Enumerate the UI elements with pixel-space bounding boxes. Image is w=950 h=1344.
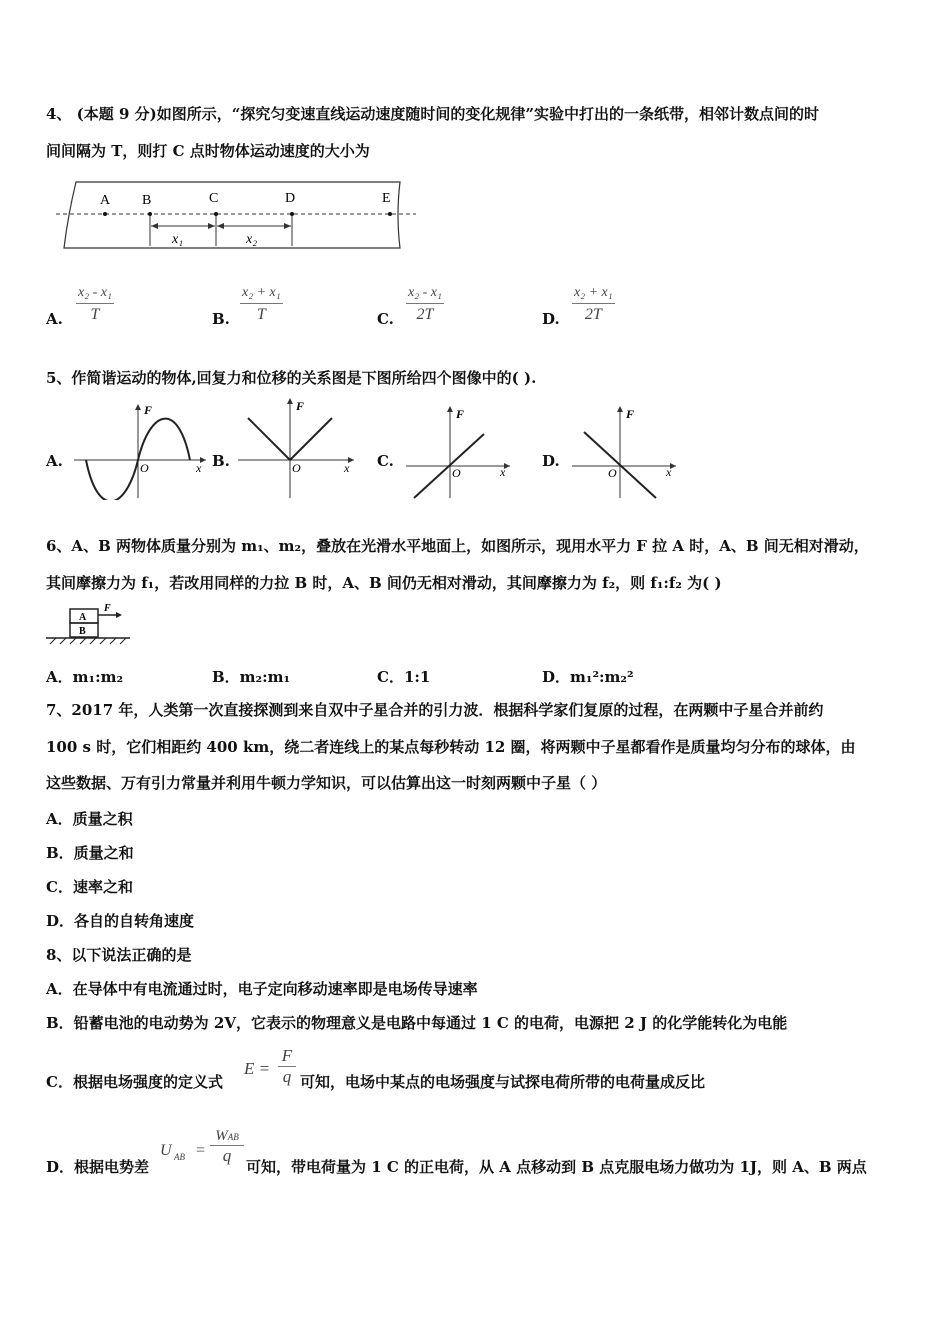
tape-point-c: C bbox=[209, 191, 219, 206]
q5-d-x-label: x bbox=[666, 465, 672, 479]
stacked-blocks-figure bbox=[46, 604, 130, 646]
q5-option-c-label[interactable]: C. bbox=[377, 452, 394, 470]
q5-graph-c bbox=[402, 404, 516, 500]
q4-option-b-label[interactable]: B. bbox=[212, 310, 230, 328]
q5-b-x-label: x bbox=[344, 461, 350, 475]
paper-tape-figure bbox=[54, 180, 420, 252]
q8-option-b[interactable]: B．铅蓄电池的电动势为 2V，它表示的物理意义是电路中每通过 1 C 的电荷，电源把 2 J 的化学能转化为电能 bbox=[46, 1014, 788, 1032]
q6-option-c[interactable]: C．1:1 bbox=[377, 668, 431, 686]
q4-option-c-fraction: $\frac{\text{x₂ - x₁}}{2T}$ bbox=[408, 285, 442, 323]
q6-option-b[interactable]: B．m₂:m₁ bbox=[212, 668, 291, 686]
block-b-label: B bbox=[79, 626, 86, 637]
q4-option-c-label[interactable]: C. bbox=[377, 310, 394, 328]
force-f-label: F bbox=[104, 604, 111, 614]
q6-line-2: 其间摩擦力为 f₁，若改用同样的力拉 B 时，A、B 间仍无相对滑动，其间摩擦力为 f₂，则 f₁:f₂ 为( ) bbox=[46, 574, 722, 592]
q5-c-x-label: x bbox=[500, 465, 506, 479]
q8-option-c-suffix: 可知，电场中某点的电场强度与试探电荷所带的电荷量成反比 bbox=[300, 1073, 706, 1091]
q7-line-1: 7、2017 年，人类第一次直接探测到来自双中子星合并的引力波．根据科学家们复原的过程，在两颗中子星合并前约 bbox=[46, 701, 824, 719]
x1-label: x₁ bbox=[172, 232, 184, 247]
q5-graph-d bbox=[568, 404, 682, 500]
q5-a-x-label: x bbox=[196, 461, 202, 475]
q6-line-1: 6、A、B 两物体质量分别为 m₁、m₂，叠放在光滑水平地面上，如图所示，现用水平力 F 拉 A 时，A、B 间无相对滑动， bbox=[46, 537, 869, 555]
q4-option-a-label[interactable]: A. bbox=[46, 310, 63, 328]
q4-line-1: 4、 (本题 9 分)如图所示，“探究匀变速直线运动速度随时间的变化规律”实验中打出的一条纸带，相邻计数点间的时 bbox=[46, 105, 819, 123]
q5-d-o-label: O bbox=[608, 466, 617, 480]
q7-option-b[interactable]: B．质量之和 bbox=[46, 844, 134, 862]
q4-line-2: 间间隔为 T，则打 C 点时物体运动速度的大小为 bbox=[46, 142, 370, 160]
q5-line-1: 5、作简谐运动的物体,回复力和位移的关系图是下图所给四个图像中的( ). bbox=[46, 369, 537, 387]
q8-option-d-prefix[interactable]: D．根据电势差 bbox=[46, 1158, 150, 1176]
q5-a-o-label: O bbox=[140, 461, 149, 475]
q8-option-d-suffix: 可知，带电荷量为 1 C 的正电荷，从 A 点移动到 B 点克服电场力做功为 1J，则 A、B 两点 bbox=[246, 1158, 867, 1176]
q5-option-d-label[interactable]: D. bbox=[542, 452, 560, 470]
tape-point-e: E bbox=[382, 191, 391, 206]
q7-option-a[interactable]: A．质量之积 bbox=[46, 810, 133, 828]
q6-option-d[interactable]: D．m₁²:m₂² bbox=[542, 668, 634, 686]
q5-graph-a bbox=[74, 400, 214, 500]
x2-label: x₂ bbox=[246, 232, 258, 247]
q7-line-2: 100 s 时，它们相距约 400 km，绕二者连线上的某点每秒转动 12 圈，将两颗中子星都看作是质量均匀分布的球体，由 bbox=[46, 738, 856, 756]
q8-option-a[interactable]: A．在导体中有电流通过时，电子定向移动速率即是电场传导速率 bbox=[46, 980, 478, 998]
q8-line-1: 8、以下说法正确的是 bbox=[46, 946, 192, 964]
tape-point-d: D bbox=[285, 191, 296, 206]
q5-option-b-label[interactable]: B. bbox=[212, 452, 230, 470]
q5-d-f-label: F bbox=[626, 407, 635, 421]
block-a-label: A bbox=[79, 612, 87, 623]
q4-option-d-label[interactable]: D. bbox=[542, 310, 560, 328]
q4-option-a-fraction: $\frac{\text{x₂ - x₁}}{T}$ bbox=[78, 285, 112, 323]
q4-option-d-fraction: $\frac{\text{x₂ + x₁}}{2T}$ bbox=[574, 285, 613, 323]
q5-a-f-label: F bbox=[144, 403, 153, 417]
q5-c-o-label: O bbox=[452, 466, 461, 480]
tape-point-a: A bbox=[100, 193, 111, 208]
q4-option-b-fraction: $\frac{\text{x₂ + x₁}}{T}$ bbox=[242, 285, 281, 323]
q5-c-f-label: F bbox=[456, 407, 465, 421]
q8-option-c-prefix[interactable]: C．根据电场强度的定义式 bbox=[46, 1073, 223, 1091]
q5-graph-b bbox=[234, 396, 358, 500]
tape-point-b: B bbox=[142, 193, 152, 208]
q7-line-3: 这些数据、万有引力常量并利用牛顿力学知识，可以估算出这一时刻两颗中子星（ ） bbox=[46, 774, 607, 792]
q6-option-a[interactable]: A．m₁:m₂ bbox=[46, 668, 124, 686]
q5-option-a-label[interactable]: A. bbox=[46, 452, 63, 470]
q5-b-f-label: F bbox=[296, 399, 305, 413]
q7-option-d[interactable]: D．各自的自转角速度 bbox=[46, 912, 195, 930]
q7-option-c[interactable]: C．速率之和 bbox=[46, 878, 133, 896]
q5-b-o-label: O bbox=[292, 461, 301, 475]
